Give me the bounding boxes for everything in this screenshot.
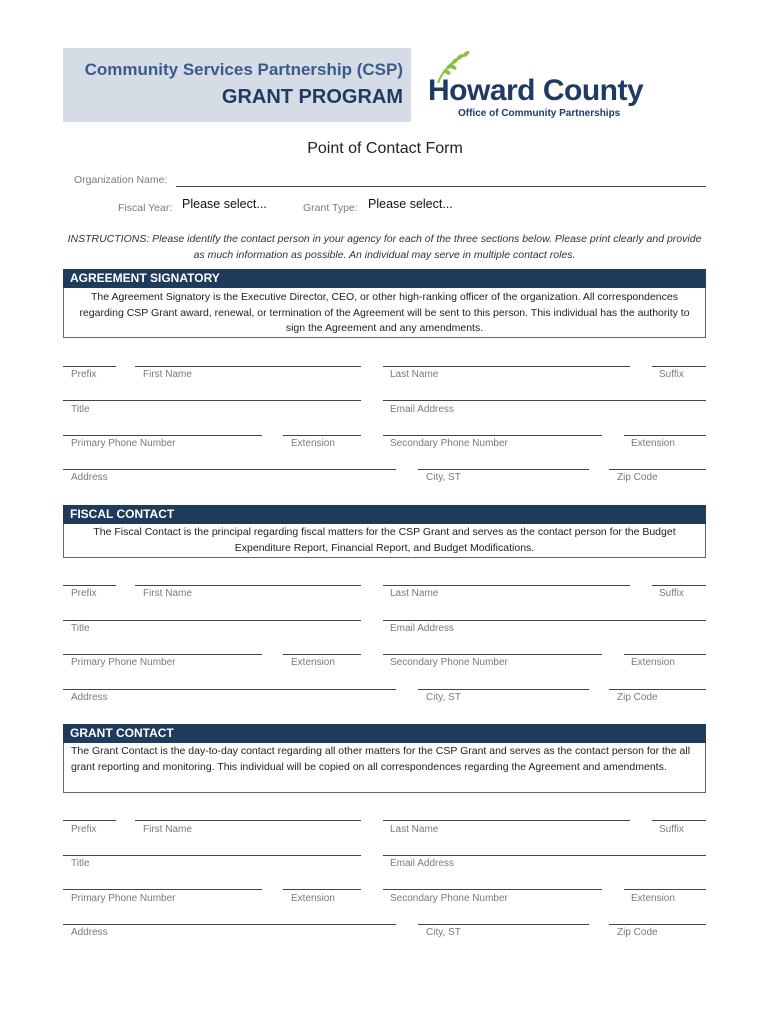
prefix-label: Prefix [71,369,97,380]
primary-phone-label: Primary Phone Number [71,438,176,449]
address-input[interactable] [63,924,396,925]
logo-name: Howard County [428,74,644,107]
prefix-input[interactable] [63,585,116,586]
primary-phone-input[interactable] [63,435,262,436]
extension2-label: Extension [631,657,675,668]
title-label: Title [71,623,90,634]
secondary-phone-input[interactable] [383,435,602,436]
grant-type-select[interactable]: Please select... [368,197,453,211]
section-description: The Grant Contact is the day-to-day contact regarding all other matters for the CSP Grant and serves as the contact person for the all grant reporting and monitoring. This individual will be copied on all correspondences regarding the Agreement and amendments. [63,743,706,793]
email-input[interactable] [383,400,706,401]
zip-input[interactable] [609,689,706,690]
city-st-label: City, ST [426,927,461,938]
email-label: Email Address [390,404,454,415]
first-name-label: First Name [143,369,192,380]
last-name-input[interactable] [383,820,630,821]
extension-input[interactable] [283,654,361,655]
first-name-input[interactable] [135,366,361,367]
extension2-input[interactable] [624,654,706,655]
primary-phone-label: Primary Phone Number [71,893,176,904]
title-input[interactable] [63,400,361,401]
grant-type-label: Grant Type: [303,202,358,214]
suffix-label: Suffix [659,369,684,380]
extension2-label: Extension [631,438,675,449]
fiscal-year-select[interactable]: Please select... [182,197,267,211]
city-st-input[interactable] [418,689,589,690]
section-description: The Agreement Signatory is the Executive Director, CEO, or other high-ranking officer of the organization. All correspondences regarding CSP Grant award, renewal, or termination of the Agreement will be sent to this person. This individual has the authority to sign the Agreement and any amendments. [63,288,706,338]
extension-label: Extension [291,438,335,449]
secondary-phone-label: Secondary Phone Number [390,438,508,449]
secondary-phone-label: Secondary Phone Number [390,893,508,904]
section-header-grant-contact: GRANT CONTACT [63,724,706,743]
address-input[interactable] [63,689,396,690]
title-input[interactable] [63,855,361,856]
zip-input[interactable] [609,924,706,925]
section-header-agreement-signatory: AGREEMENT SIGNATORY [63,269,706,288]
zip-input[interactable] [609,469,706,470]
suffix-input[interactable] [652,366,706,367]
first-name-label: First Name [143,588,192,599]
prefix-label: Prefix [71,824,97,835]
zip-label: Zip Code [617,927,658,938]
extension-label: Extension [291,657,335,668]
prefix-label: Prefix [71,588,97,599]
title-input[interactable] [63,620,361,621]
last-name-input[interactable] [383,585,630,586]
prefix-input[interactable] [63,366,116,367]
title-label: Title [71,858,90,869]
instructions-text: INSTRUCTIONS: Please identify the contact person in your agency for each of the three sections below. Please print clearly and provide as much information as possible. An individual may serve in multiple contact roles. [67,233,702,261]
primary-phone-input[interactable] [63,889,262,890]
header-grant-program: GRANT PROGRAM [221,86,403,108]
fiscal-year-label: Fiscal Year: [118,202,173,214]
city-st-input[interactable] [418,469,589,470]
city-st-label: City, ST [426,472,461,483]
suffix-label: Suffix [659,588,684,599]
form-title: Point of Contact Form [307,140,463,157]
prefix-input[interactable] [63,820,116,821]
first-name-label: First Name [143,824,192,835]
zip-label: Zip Code [617,692,658,703]
suffix-label: Suffix [659,824,684,835]
section-header-fiscal-contact: FISCAL CONTACT [63,505,706,524]
org-name-label: Organization Name: [74,174,168,186]
secondary-phone-label: Secondary Phone Number [390,657,508,668]
first-name-input[interactable] [135,585,361,586]
extension2-label: Extension [631,893,675,904]
last-name-label: Last Name [390,588,439,599]
extension-input[interactable] [283,889,361,890]
extension-label: Extension [291,893,335,904]
extension-input[interactable] [283,435,361,436]
last-name-label: Last Name [390,824,439,835]
suffix-input[interactable] [652,820,706,821]
extension2-input[interactable] [624,889,706,890]
city-st-input[interactable] [418,924,589,925]
address-label: Address [71,692,108,703]
title-label: Title [71,404,90,415]
secondary-phone-input[interactable] [383,889,602,890]
email-input[interactable] [383,620,706,621]
primary-phone-label: Primary Phone Number [71,657,176,668]
zip-label: Zip Code [617,472,658,483]
email-label: Email Address [390,623,454,634]
first-name-input[interactable] [135,820,361,821]
email-label: Email Address [390,858,454,869]
suffix-input[interactable] [652,585,706,586]
secondary-phone-input[interactable] [383,654,602,655]
address-label: Address [71,927,108,938]
section-description: The Fiscal Contact is the principal regarding fiscal matters for the CSP Grant and serves as the contact person for the Budget Expenditure Report, Financial Report, and Budget Modifications. [63,524,706,558]
last-name-label: Last Name [390,369,439,380]
extension2-input[interactable] [624,435,706,436]
email-input[interactable] [383,855,706,856]
last-name-input[interactable] [383,366,630,367]
address-label: Address [71,472,108,483]
city-st-label: City, ST [426,692,461,703]
address-input[interactable] [63,469,396,470]
org-name-input[interactable] [176,186,706,187]
primary-phone-input[interactable] [63,654,262,655]
logo-subtitle: Office of Community Partnerships [458,108,621,119]
header-program-name: Community Services Partnership (CSP) [84,60,403,79]
